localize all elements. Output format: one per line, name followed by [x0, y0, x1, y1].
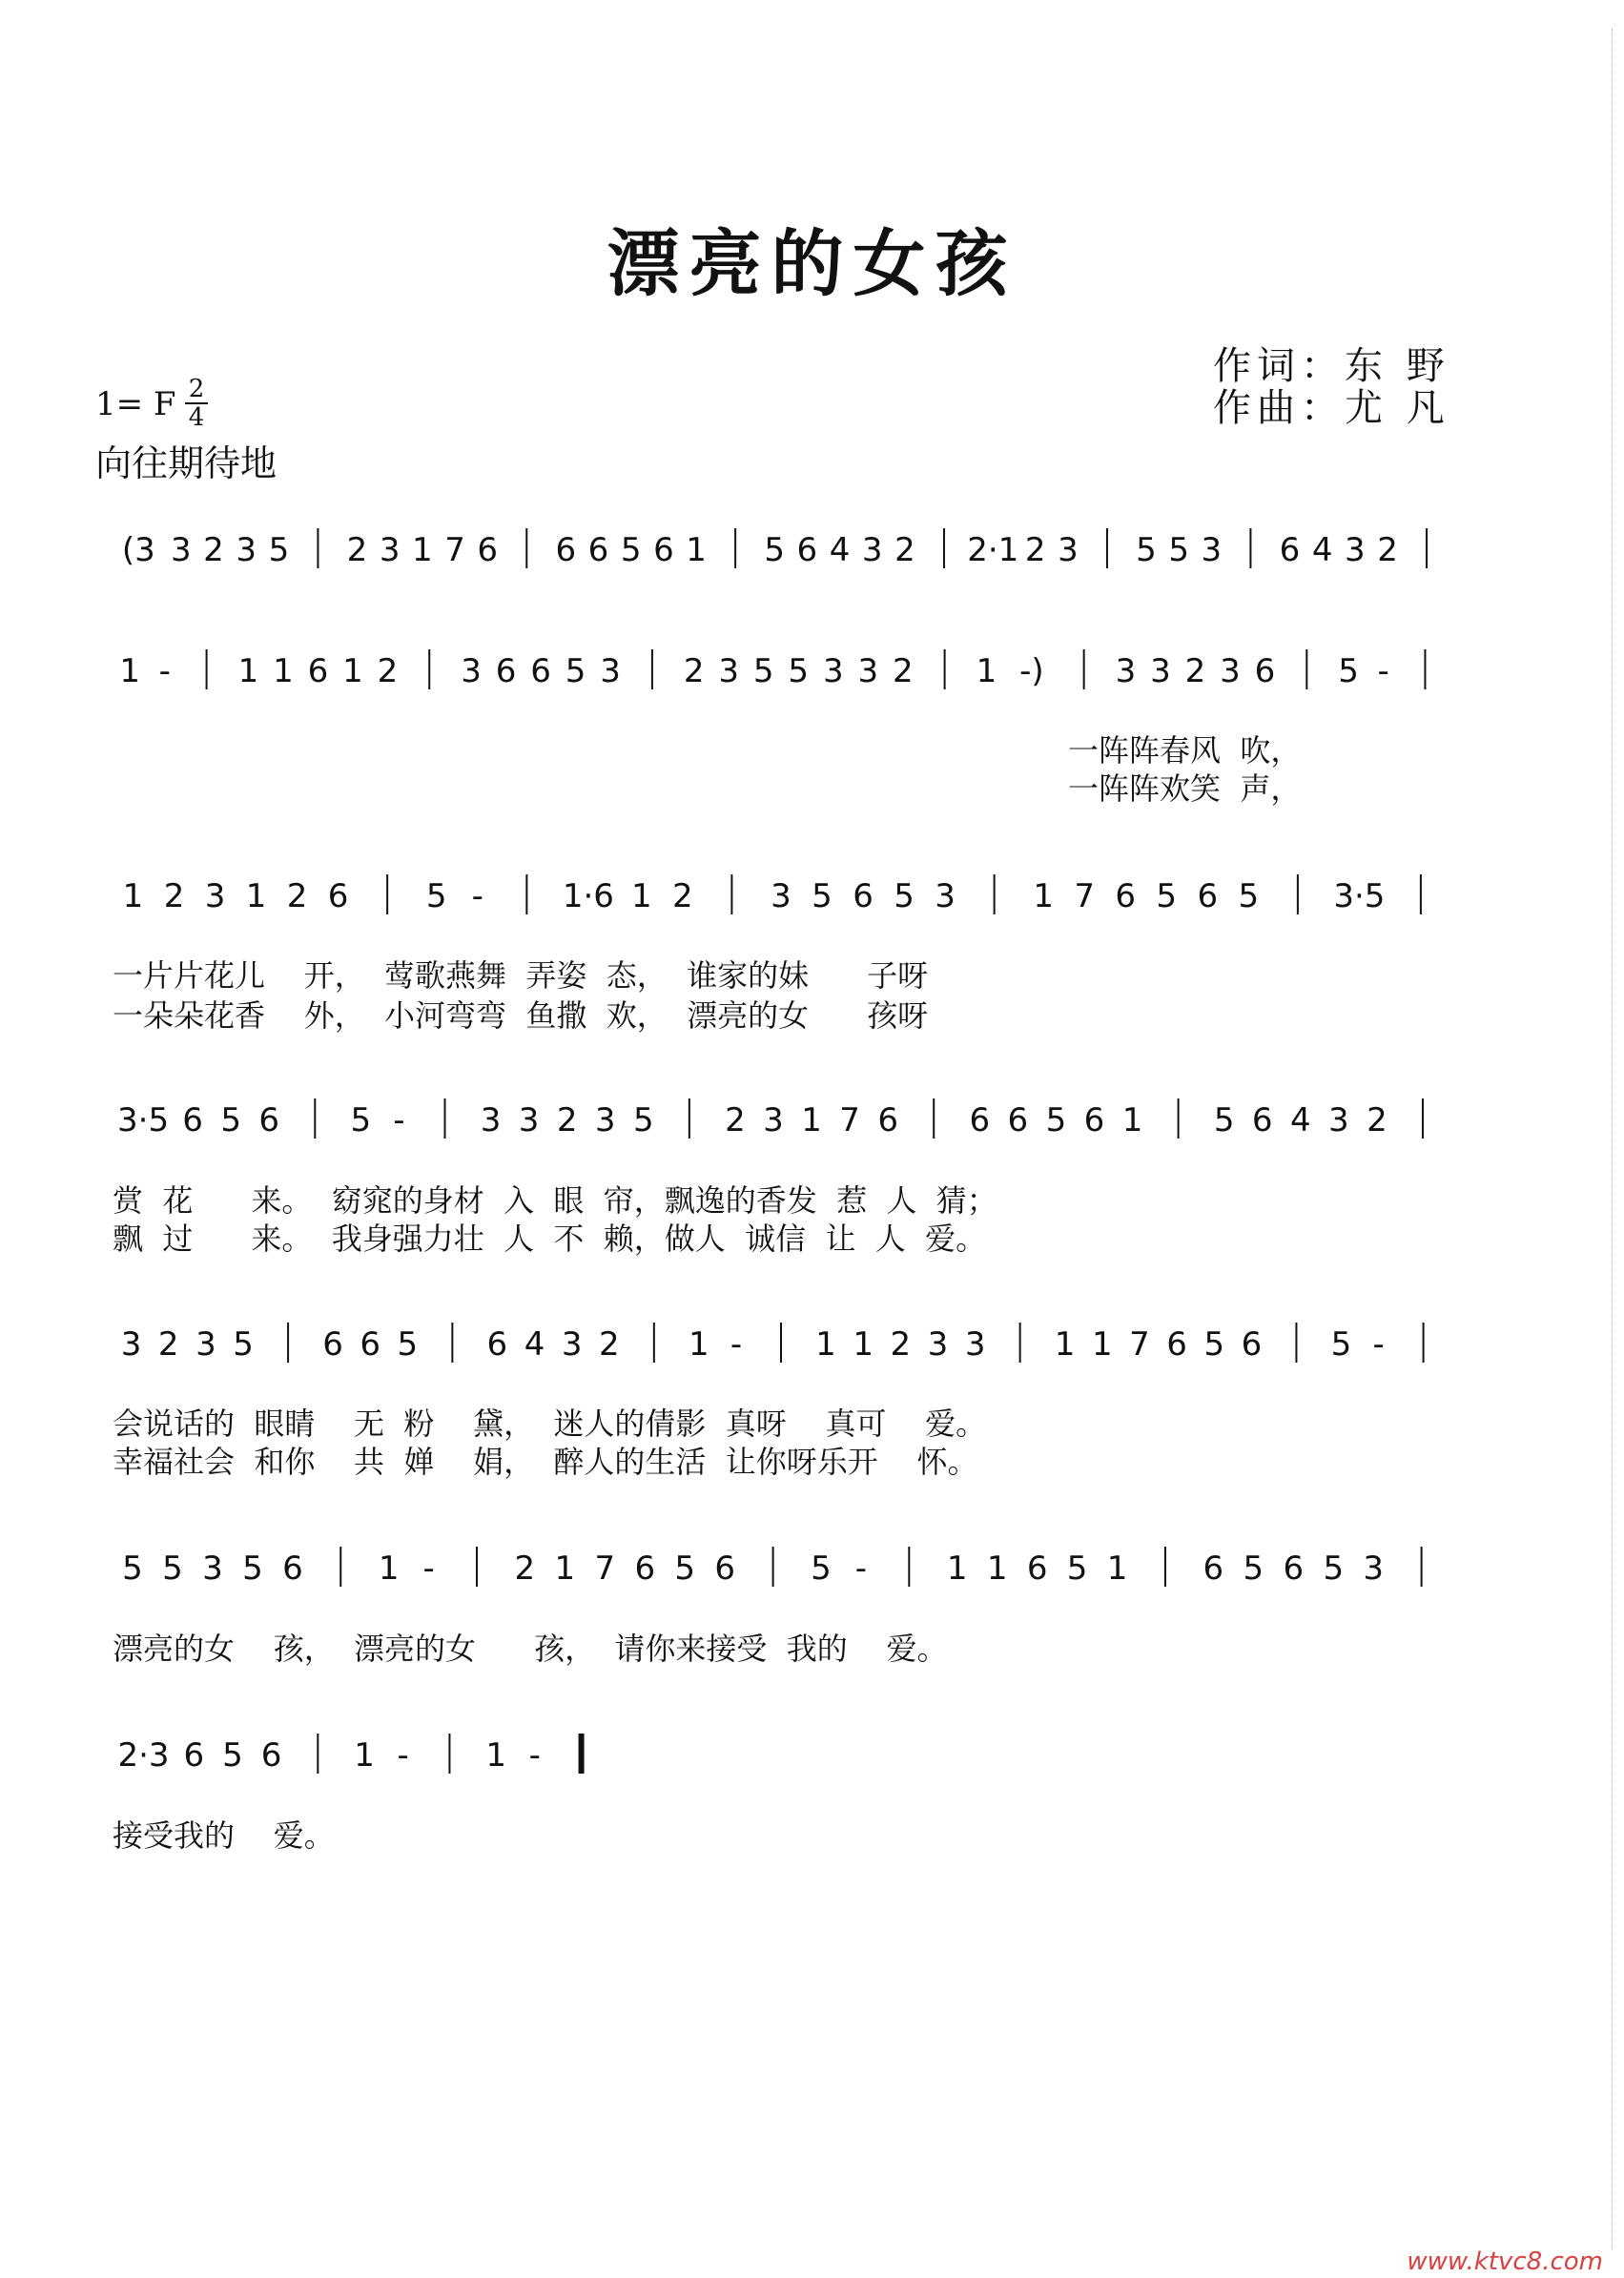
score-note: 2 [1377, 531, 1398, 569]
score-note: - [471, 877, 483, 915]
score-note: 5 [1203, 1325, 1225, 1364]
score-note: 3 [857, 652, 879, 690]
score-note: 6 [183, 1736, 205, 1775]
score-note: 2 [725, 1101, 746, 1139]
lyric-line-6a: 漂亮的女 孩， 漂亮的女 孩， 请你来接受 我的 爱。 [113, 1631, 948, 1667]
score-note: 3 [1328, 1101, 1349, 1139]
score-note: 6 [796, 531, 818, 569]
score-note: 6 [1241, 1325, 1263, 1364]
score-note: 1 [1091, 1325, 1113, 1364]
score-note: 3 [1363, 1549, 1385, 1588]
score-note: 5 [222, 1736, 243, 1775]
score-note: 5 [788, 652, 810, 690]
score-note: 6 [1026, 1549, 1048, 1588]
score-note: 1 [853, 1325, 874, 1364]
score-note: 6 [634, 1549, 656, 1588]
score-note: 6 [1197, 877, 1219, 915]
score-note: 5 [632, 1101, 654, 1139]
score-note: 5 [242, 1549, 263, 1588]
score-note: 5 [162, 1549, 183, 1588]
score-note: 5 [220, 1101, 241, 1139]
score-note: 2 [286, 877, 308, 915]
score-note: 2 [890, 1325, 912, 1364]
score-note: 5 [812, 877, 833, 915]
score-note: (3 [121, 531, 155, 569]
score-note: 1 [119, 652, 141, 690]
score-note: 3 [1150, 652, 1171, 690]
lyric-line-3a: 一片片花儿 开， 莺歌燕舞 弄姿 态， 谁家的妹 子呀 [113, 957, 929, 994]
score-note: 1 [412, 531, 433, 569]
score-note: 1 [378, 1549, 400, 1588]
score-note: 4 [1289, 1101, 1311, 1139]
score-note: - [854, 1549, 868, 1588]
score-note: 6 [1283, 1549, 1305, 1588]
site-watermark: www.ktvc8.com [1407, 2247, 1603, 2276]
score-note: 6 [322, 1325, 343, 1364]
score-note: 1 [976, 652, 997, 690]
score-note: 6 [486, 1325, 508, 1364]
score-note: 3 [600, 652, 621, 690]
score-note: 2 [203, 531, 224, 569]
score-note: 3 [561, 1325, 583, 1364]
score-note: 5 [1213, 1101, 1235, 1139]
score-note: 1 [342, 652, 363, 690]
score-note: 5 [397, 1325, 419, 1364]
score-note: 6 [877, 1101, 898, 1139]
score-note: 6 [182, 1101, 203, 1139]
score-note: 1 [689, 1325, 709, 1364]
composer-credit: 作曲：尤 凡 [1213, 386, 1450, 430]
score-note: 3 [964, 1325, 986, 1364]
score-note: 6 [853, 877, 874, 915]
score-note: 5 [894, 877, 915, 915]
score-note: 2 [163, 877, 185, 915]
score-note: 6 [360, 1325, 381, 1364]
score-note: 2·1 [967, 531, 1019, 569]
score-note: 1 [986, 1549, 1008, 1588]
lyric-line-2b: 一阵阵欢笑 声， [1068, 770, 1302, 807]
score-note: 5 [811, 1549, 832, 1588]
score-note: 2·3 [117, 1736, 170, 1775]
score-note: 3 [763, 1101, 784, 1139]
key-signature: 1= F [95, 385, 176, 423]
score-note: 3 [1345, 531, 1366, 569]
score-note: 7 [594, 1549, 616, 1588]
score-note: 6 [1083, 1101, 1105, 1139]
score-note: 2 [346, 531, 368, 569]
score-note: - [1377, 652, 1389, 690]
score-note: 1 [630, 877, 652, 915]
score-note: 1 [273, 652, 294, 690]
score-note: 3 [480, 1101, 502, 1139]
score-note: 6 [1251, 1101, 1273, 1139]
score-note: 2 [1367, 1101, 1388, 1139]
score-note: 3 [1058, 531, 1079, 569]
score-note: 1 [686, 531, 707, 569]
score-note: 6 [1115, 877, 1137, 915]
score-note: 6 [653, 531, 674, 569]
score-note: 6 [477, 531, 499, 569]
score-note: 3 [120, 1325, 142, 1364]
score-note: 3 [594, 1101, 616, 1139]
score-note: 6 [282, 1549, 303, 1588]
score-note: 2 [892, 652, 914, 690]
lyricist-credit: 作词：东 野 [1213, 344, 1450, 388]
score-note: 7 [1129, 1325, 1150, 1364]
score-note: 1·6 [562, 877, 614, 915]
song-title: 漂亮的女孩 [606, 221, 1018, 306]
score-note: 3 [236, 531, 257, 569]
score-note: 7 [444, 531, 465, 569]
score-note: - [1372, 1325, 1385, 1364]
score-note: 6 [587, 531, 609, 569]
score-note: 5 [1156, 877, 1178, 915]
score-note: 2 [377, 652, 399, 690]
score-note: 5 [425, 877, 447, 915]
score-note: 4 [1311, 531, 1333, 569]
score-note: 3·5 [117, 1101, 170, 1139]
score-note: - [528, 1736, 541, 1775]
score-note: 5 [1243, 1549, 1264, 1588]
score-note: 1 [946, 1549, 968, 1588]
score-note: 5 [1045, 1101, 1067, 1139]
lyric-line-5b: 幸福社会 和你 共 婵 娟， 醉人的生活 让你呀乐开 怀。 [113, 1444, 978, 1480]
score-note: 3 [170, 531, 192, 569]
score-note: 3 [718, 652, 740, 690]
score-note: 3 [935, 877, 956, 915]
score-note: 3 [771, 877, 791, 915]
score-note: 5 [268, 531, 290, 569]
score-note: 5 [764, 531, 785, 569]
score-note: 2 [671, 877, 693, 915]
score-note: 2 [1184, 652, 1206, 690]
score-note: 4 [524, 1325, 545, 1364]
score-note: 6 [1279, 531, 1301, 569]
score-note: 5 [1338, 652, 1359, 690]
score-note: 4 [829, 531, 851, 569]
score-note: 6 [260, 1736, 282, 1775]
score-note: 3 [518, 1101, 540, 1139]
score-note: 6 [258, 1101, 280, 1139]
time-signature-numerator: 2 [188, 375, 205, 403]
score-note: 5 [1136, 531, 1157, 569]
score-note: 3 [461, 652, 482, 690]
score-note: 1 [1106, 1549, 1128, 1588]
score-note: 3·5 [1333, 877, 1386, 915]
score-note: 1 [554, 1549, 576, 1588]
score-note: - [397, 1736, 409, 1775]
score-note: 3 [927, 1325, 949, 1364]
score-note: 3 [861, 531, 883, 569]
score-note: 6 [1007, 1101, 1029, 1139]
score-note: 7 [1074, 877, 1096, 915]
score-note: 2 [1024, 531, 1046, 569]
score-note: 1 [237, 652, 259, 690]
score-note: 3 [204, 877, 226, 915]
score-note: 3 [195, 1325, 216, 1364]
score-note: 1 [801, 1101, 822, 1139]
tempo-marking: 向往期待地 [95, 442, 278, 484]
score-note: - [158, 652, 171, 690]
score-note: 6 [327, 877, 349, 915]
score-note: 6 [714, 1549, 736, 1588]
score-note: 5 [674, 1549, 696, 1588]
score-note: 1 [1033, 877, 1055, 915]
score-note: 5 [1323, 1549, 1345, 1588]
score-note: 6 [555, 531, 577, 569]
score-note: 6 [1203, 1549, 1224, 1588]
score-note: 1 [354, 1736, 375, 1775]
score-note: 3 [1201, 531, 1223, 569]
score-note: 1 [1121, 1101, 1143, 1139]
score-note: 5 [122, 1549, 143, 1588]
score-note: 5 [620, 531, 642, 569]
score-note: 6 [969, 1101, 991, 1139]
score-note: -) [1019, 652, 1044, 690]
score-note: 1 [485, 1736, 507, 1775]
lyric-line-4a: 赏 花 来。 窈窕的身材 入 眼 帘，飘逸的香发 惹 人 猜； [113, 1182, 997, 1219]
score-note: 5 [1238, 877, 1260, 915]
score-note: 3 [1220, 652, 1241, 690]
score-note: 6 [1254, 652, 1276, 690]
score-note: 1 [815, 1325, 836, 1364]
time-signature-denominator: 4 [188, 403, 205, 432]
score-note: 2 [514, 1549, 536, 1588]
score-note: 1 [1054, 1325, 1076, 1364]
score-note: 2 [556, 1101, 578, 1139]
score-note: 3 [379, 531, 401, 569]
score-note: - [730, 1325, 743, 1364]
score-note: 5 [1168, 531, 1190, 569]
score-note: 5 [752, 652, 774, 690]
score-note: 5 [350, 1101, 372, 1139]
score-note: 1 [122, 877, 144, 915]
score-note: 2 [157, 1325, 179, 1364]
lyric-line-5a: 会说话的 眼睛 无 粉 黛， 迷人的倩影 真呀 真可 爱。 [113, 1406, 987, 1442]
score-note: 5 [1066, 1549, 1088, 1588]
score-note: 2 [894, 531, 915, 569]
score-note: 6 [307, 652, 329, 690]
score-note: 6 [1166, 1325, 1187, 1364]
score-note: 1 [245, 877, 267, 915]
score-note: - [393, 1101, 405, 1139]
score-note: 2 [599, 1325, 620, 1364]
score-note: 6 [530, 652, 551, 690]
score-note: 5 [565, 652, 586, 690]
score-note: 7 [839, 1101, 860, 1139]
score-note: 2 [683, 652, 705, 690]
score-note: 3 [202, 1549, 223, 1588]
score-note: 3 [822, 652, 844, 690]
lyric-line-7a: 接受我的 爱。 [113, 1817, 335, 1854]
lyric-line-2a: 一阵阵春风 吹， [1068, 732, 1302, 769]
score-note: 3 [1115, 652, 1137, 690]
score-note: 5 [233, 1325, 254, 1364]
score-note: - [422, 1549, 435, 1588]
lyric-line-3b: 一朵朵花香 外， 小河弯弯 鱼撒 欢， 漂亮的女 孩呀 [113, 997, 929, 1034]
score-note: 5 [1330, 1325, 1352, 1364]
lyric-line-4b: 飘 过 来。 我身强力壮 人 不 赖，做人 诚信 让 人 爱。 [113, 1221, 987, 1257]
score-note: 6 [495, 652, 517, 690]
